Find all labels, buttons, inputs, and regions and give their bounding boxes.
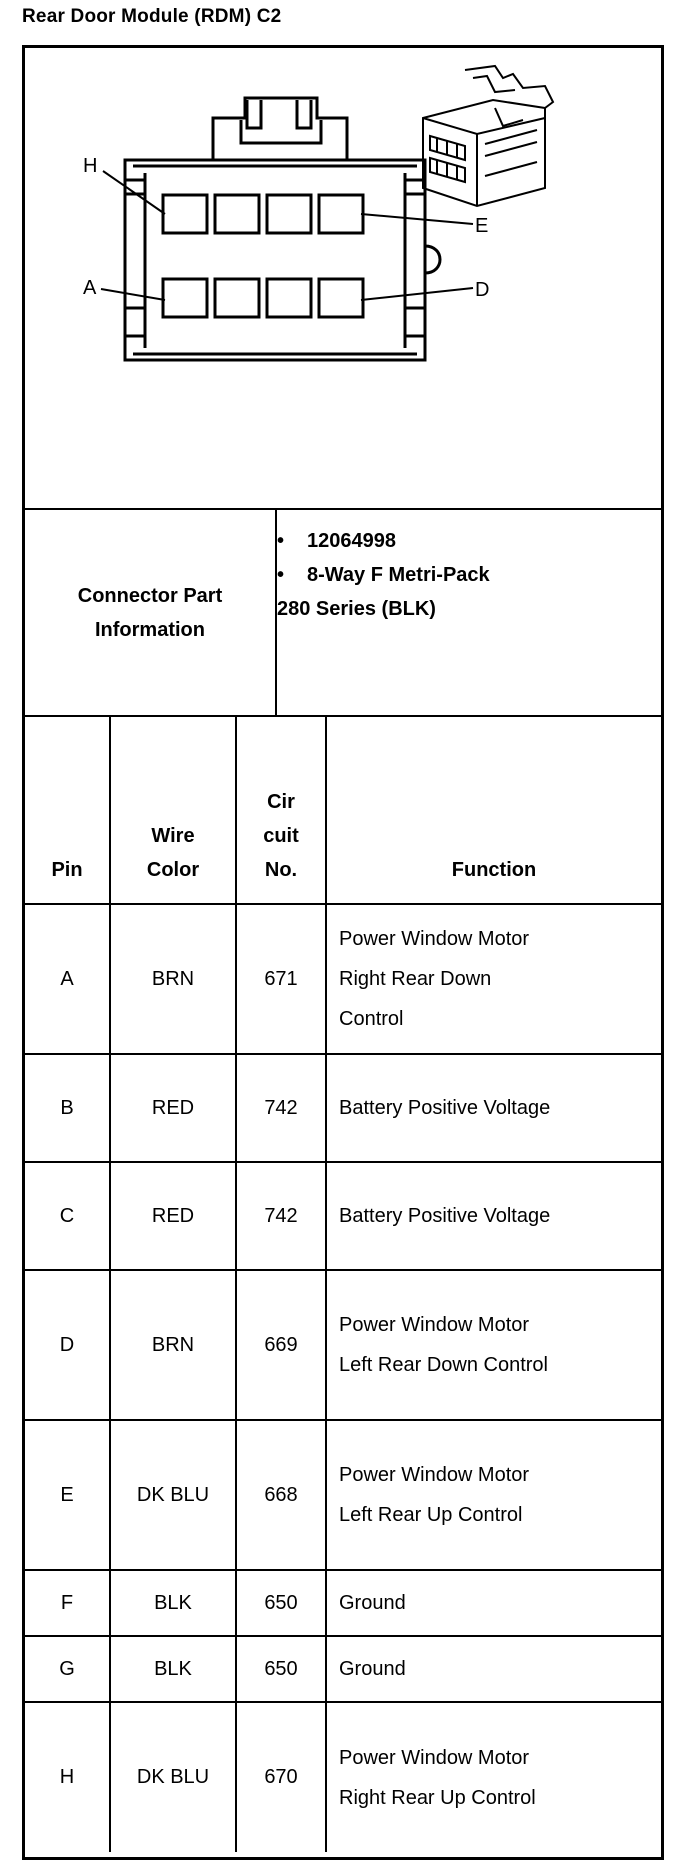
page-title: Rear Door Module (RDM) C2 [22,6,282,27]
pin-cell: E [25,1420,110,1570]
circuit-cell: 742 [236,1054,326,1162]
connector-series: 280 Series (BLK) [277,598,436,620]
connector-part-number: 12064998 [307,530,396,552]
connector-part-label: Connector Part Information [25,510,277,715]
connector-3d-view [423,66,553,206]
function-cell: Battery Positive Voltage [326,1162,661,1270]
function-cell: Power Window Motor Right Rear Up Control [326,1702,661,1852]
table-row [25,1570,661,1636]
table-row [25,1054,661,1162]
table-row [25,904,661,1054]
table-row [25,1162,661,1270]
table-row [25,1270,661,1420]
circuit-cell: 650 [236,1636,326,1702]
table-row [25,1636,661,1702]
wire-color-cell: DK BLU [110,1702,236,1852]
header-pin: Pin [25,717,110,904]
function-cell: Power Window Motor Right Rear Down Control [326,904,661,1054]
circuit-cell: 669 [236,1270,326,1420]
table-row [25,1702,661,1852]
table-row [25,1420,661,1570]
pin-cell: F [25,1570,110,1636]
pin-cell: A [25,904,110,1054]
circuit-cell: 668 [236,1420,326,1570]
pin-cell: G [25,1636,110,1702]
pin-cell: H [25,1702,110,1852]
connector-type: 8-Way F Metri-Pack [307,564,490,586]
function-cell: Power Window Motor Left Rear Up Control [326,1420,661,1570]
connector-info-section [25,510,661,717]
wire-color-cell: BRN [110,904,236,1054]
pin-cell: B [25,1054,110,1162]
header-circuit-no: Cir cuit No. [236,717,326,904]
pin-label-e: E [475,215,489,237]
wire-color-cell: BLK [110,1570,236,1636]
table-header-row [25,717,661,904]
wire-color-cell: RED [110,1162,236,1270]
connector-face-diagram [25,48,661,508]
pin-label-d: D [475,279,490,301]
function-cell: Power Window Motor Left Rear Down Control [326,1270,661,1420]
function-cell: Battery Positive Voltage [326,1054,661,1162]
wire-color-cell: BRN [110,1270,236,1420]
function-cell: Ground [326,1636,661,1702]
pin-label-h: H [83,155,98,177]
wire-color-cell: BLK [110,1636,236,1702]
circuit-cell: 671 [236,904,326,1054]
circuit-cell: 670 [236,1702,326,1852]
connector-diagram-section [25,48,661,510]
pin-label-a: A [83,277,97,299]
connector-table-frame [22,45,664,1860]
function-cell: Ground [326,1570,661,1636]
connector-part-details: • 12064998 • 8-Way F Metri-Pack 280 Series (BLK) [277,524,490,626]
header-function: Function [326,717,661,904]
pinout-table [25,717,661,1852]
circuit-cell: 650 [236,1570,326,1636]
wire-color-cell: DK BLU [110,1420,236,1570]
pin-cell: C [25,1162,110,1270]
header-wire-color: Wire Color [110,717,236,904]
pin-cell: D [25,1270,110,1420]
wire-color-cell: RED [110,1054,236,1162]
circuit-cell: 742 [236,1162,326,1270]
